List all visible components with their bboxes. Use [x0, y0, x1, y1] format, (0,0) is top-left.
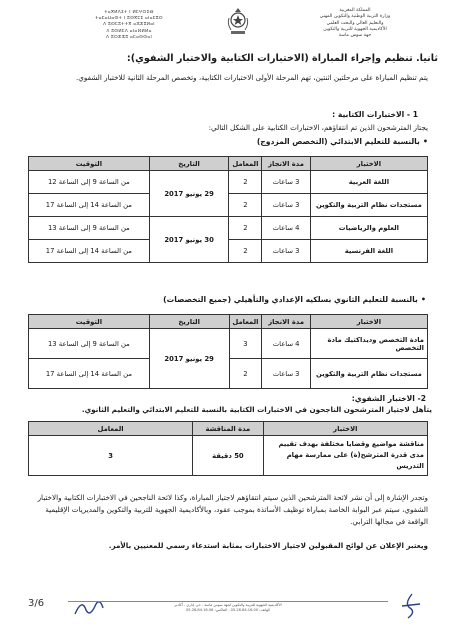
- letterhead-line: وزارة التربية الوطنية والتكوين المهني: [319, 14, 391, 20]
- cell-time: من الساعة 14 إلى الساعة 17: [29, 240, 150, 263]
- cell-test: اللغة الفرنسية: [310, 240, 427, 263]
- signature-icon: [398, 592, 424, 620]
- letterhead-line: والتعليم العالي والبحث العلمي: [326, 20, 384, 26]
- cell-date: 29 يونيو 2017: [149, 329, 229, 389]
- cell-coef: 2: [229, 240, 262, 263]
- letterhead-line: ⴷ ⵓⵔⵣⵣⵓ ⴰⵎⴰⵙⵙⴰⵏ: [105, 34, 153, 40]
- cell-test: مناقشة مواضيع وقضايا مختلفة بهدف تقييم مدى قدرة المترشح(ة) على ممارسة مهام التدريس: [263, 436, 427, 476]
- primary-heading: [257, 137, 428, 146]
- cell-coef: 2: [229, 171, 262, 194]
- col-header: التوقيت: [29, 315, 150, 329]
- coat-of-arms-icon: [226, 6, 250, 36]
- letterhead-line: ⵜⴰⵎⴰⵡⴰⵙⵜ ⵏ ⵓⵙⴳⵎⵉ ⴰⵏⴰⵎⵓⵔ: [95, 16, 163, 22]
- section-title: ثانيا. تنظيم وإجراء المباراة (الاختبارات الكتابية والاختبار الشفوي):: [126, 53, 438, 64]
- cell-duration: 3 ساعات: [262, 359, 310, 389]
- footer-divider: [68, 601, 388, 602]
- table-row: [29, 171, 428, 194]
- col-header: المعامل: [229, 315, 262, 329]
- cell-test: العلوم والرياضيات: [310, 217, 427, 240]
- cell-coef: 3: [229, 329, 262, 359]
- cell-time: من الساعة 14 إلى الساعة 17: [29, 359, 150, 389]
- secondary-heading: [163, 295, 426, 304]
- footer-line: الهاتف: 05.28.84.16.00 - الفاكس: 05.28.84.16.06: [185, 608, 271, 612]
- letterhead-line: ⴷ ⵓⵙⵎⵓⵜⵜⴳ ⴰⵣⵣⵓⵍⴰⵏ: [103, 22, 155, 28]
- letterhead-arabic: [280, 8, 430, 39]
- letterhead-line: جهة سوس ماسة: [338, 33, 372, 39]
- col-header: المعامل: [229, 157, 262, 171]
- letterhead-line: ⴷ ⵓⵙⵍⵎⴷ ⴰⵏⴰⴼⵍⵍⴰ: [106, 28, 152, 34]
- oral-test-heading: 2- الاختبار الشفوي:: [351, 394, 426, 403]
- cell-coef: 2: [229, 194, 262, 217]
- letterhead-line: الأكاديمية الجهوية للتربية والتكوين: [323, 26, 387, 32]
- cell-coef: 2: [229, 217, 262, 240]
- cell-time: من الساعة 14 إلى الساعة 17: [29, 194, 150, 217]
- letterhead-line: المملكة المغربية: [339, 8, 371, 13]
- col-header: مدة المناقشة: [193, 422, 263, 436]
- col-header: مدة الانجاز: [262, 157, 310, 171]
- cell-time: من الساعة 9 إلى الساعة 13: [29, 217, 150, 240]
- primary-heading-text: بالنسبة للتعليم الابتدائي (التخصص المزدوج): [256, 137, 420, 146]
- table-row: [29, 329, 428, 359]
- cell-test: مستجدات نظام التربية والتكوين: [310, 194, 427, 217]
- table-row: [29, 240, 428, 263]
- col-header: التاريخ: [149, 315, 229, 329]
- cell-test: اللغة العربية: [310, 171, 427, 194]
- intro-paragraph: يتم تنظيم المباراة على مرحلتين اثنتين، تهم المرحلة الأولى الاختبارات الكتابية، وتخصص المرحلة الثانية للاختبار الشفوي.: [75, 73, 428, 82]
- letterhead: [40, 6, 430, 46]
- secondary-heading-text: بالنسبة للتعليم الثانوي بسلكيه الإعدادي والتأهيلي (جميع التخصصات): [163, 295, 418, 304]
- cell-date: 29 يونيو 2017: [149, 171, 229, 217]
- publication-note: وتجدر الإشارة إلى أن نشر لائحة المترشحين الذين سيتم انتقاؤهم لاجتياز المباراة، وكذا لائحة الناجحين في الاختبارات الكتابية والاختبار الشفوي، سيتم عبر البوابة الخاصة بمباراة توظيف الأساتذة بموجب عقود، وبالأكاديمية الجهوية للتربية والتكوين والمديريات الإقليمية الواقعة في مجالها الترابي.: [37, 493, 428, 526]
- cell-duration: 3 ساعات: [262, 240, 310, 263]
- letterhead-amazigh: [54, 10, 204, 41]
- secondary-schedule-table: [28, 314, 428, 389]
- cell-coef: 2: [229, 359, 262, 389]
- page-number: 3/6: [28, 598, 45, 609]
- col-header: الاختبار: [263, 422, 427, 436]
- cell-duration: 4 ساعات: [262, 217, 310, 240]
- written-tests-heading: 1 - الاختبارات الكتابية :: [332, 110, 418, 119]
- table-row: [29, 217, 428, 240]
- oral-test-table: [28, 421, 428, 476]
- cell-duration: 4 ساعات: [262, 329, 310, 359]
- col-header: الاختبار: [310, 157, 427, 171]
- table-row: [29, 436, 428, 476]
- col-header: المعامل: [29, 422, 193, 436]
- col-header: التوقيت: [29, 157, 150, 171]
- cell-time: من الساعة 9 إلى الساعة 12: [29, 171, 150, 194]
- convocation-note: ويعتبر الإعلان عن لوائح المقبولين لاجتياز الاختبارات بمثابة استدعاء رسمي للمعنيين بالأمر.: [108, 541, 428, 550]
- bullet-icon: •: [420, 295, 426, 304]
- bullet-icon: •: [422, 137, 428, 146]
- oral-test-text: يتأهل لاجتياز المترشحون الناجحون في الاختبارات الكتابية بالنسبة للتعليم الابتدائي والتعليم الثانوي.: [81, 405, 432, 414]
- cell-date: 30 يونيو 2017: [149, 217, 229, 263]
- col-header: مدة الانجاز: [262, 315, 310, 329]
- col-header: الاختبار: [310, 315, 427, 329]
- col-header: التاريخ: [149, 157, 229, 171]
- table-row: [29, 194, 428, 217]
- cell-test: مستجدات نظام التربية والتكوين: [310, 359, 427, 389]
- cell-duration: 3 ساعات: [262, 194, 310, 217]
- cell-coef: 3: [29, 436, 193, 476]
- primary-schedule-table: [28, 156, 428, 263]
- footer-address: [70, 603, 386, 613]
- cell-duration: 3 ساعات: [262, 171, 310, 194]
- written-tests-text: يجتاز المترشحون الذين تم انتقاؤهم، الاختبارات الكتابية على الشكل التالي:: [208, 123, 428, 132]
- cell-test: مادة التخصص وديداكتيك مادة التخصص: [310, 329, 427, 359]
- cell-duration: 50 دقيقة: [193, 436, 263, 476]
- cell-time: من الساعة 9 إلى الساعة 13: [29, 329, 150, 359]
- footer-line: الأكاديمية الجهوية للتربية والتكوين لجهة سوس ماسة - حي إداري - أكادير: [174, 603, 282, 607]
- letterhead-line: ⵜⴰⴳⵍⴷⵉⵜ ⵏ ⵍⵎⵖⵔⵉⴱ: [104, 10, 154, 15]
